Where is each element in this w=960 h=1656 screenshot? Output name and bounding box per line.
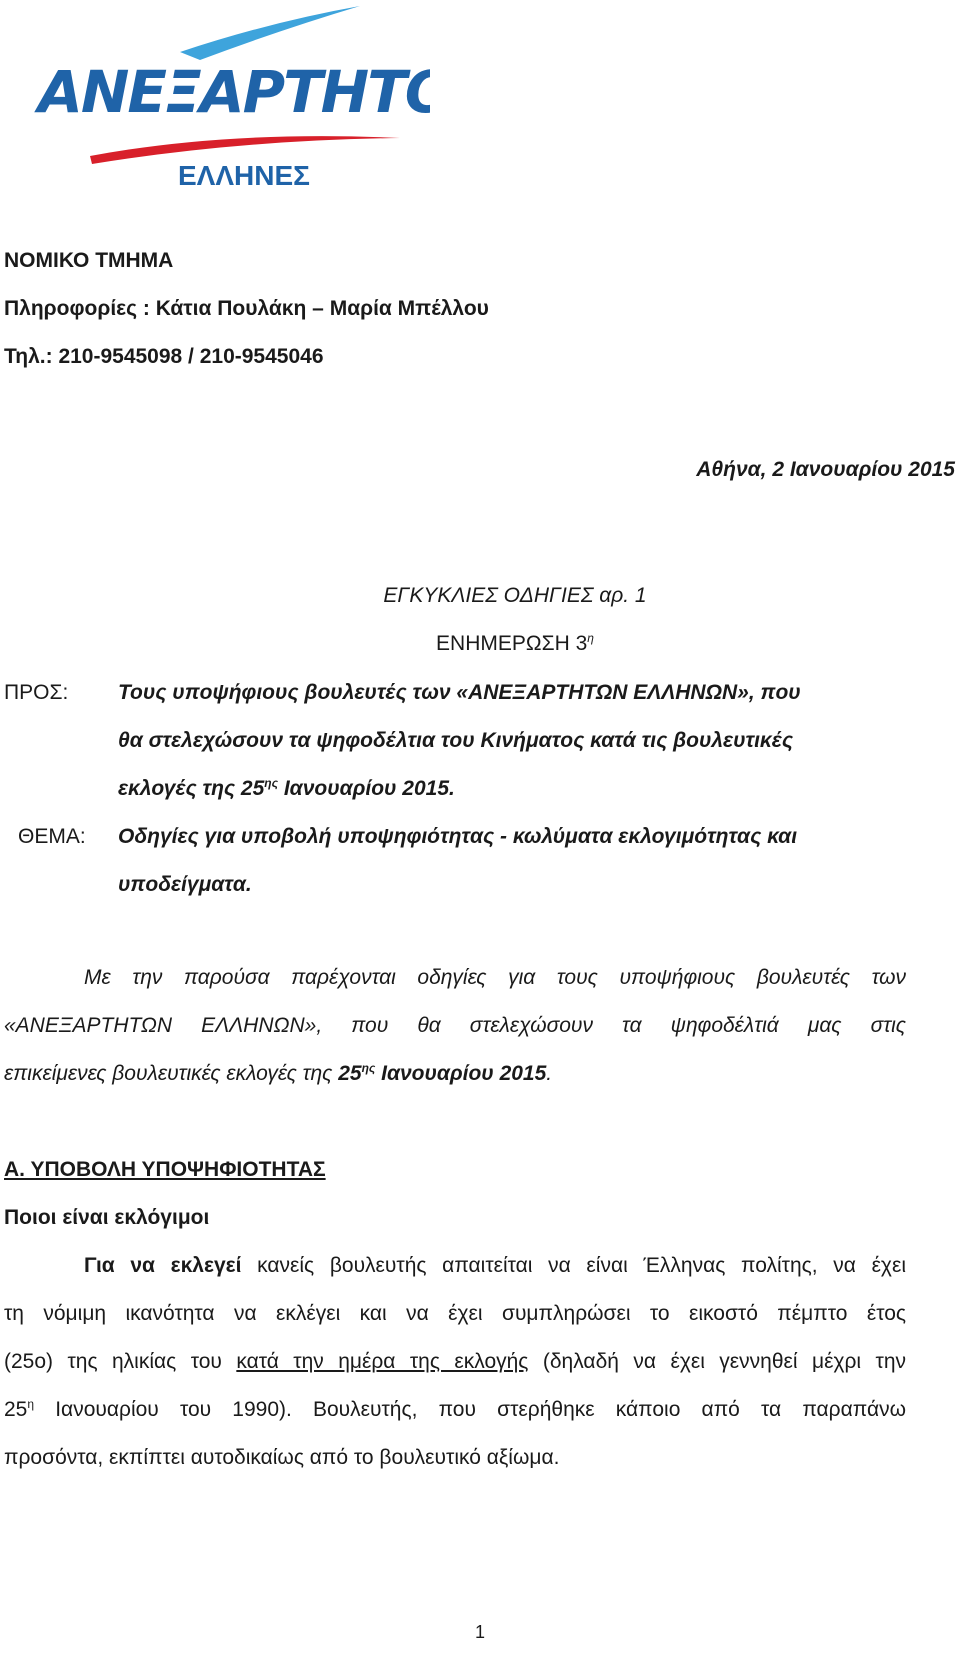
to-label: ΠΡΟΣ:: [4, 681, 69, 704]
section-para-line-4-sup: η: [27, 1397, 35, 1411]
subject-line-2: υποδείγματα.: [118, 873, 252, 896]
party-logo: [30, 0, 430, 205]
to-line-3b: Ιανουαρίου 2015.: [278, 777, 455, 800]
department-name: ΝΟΜΙΚΟ ΤΜΗΜΑ: [4, 249, 174, 272]
intro-line-3d: .: [546, 1062, 553, 1085]
election-day-underlined: κατά την ημέρα της εκλογής: [236, 1350, 529, 1373]
to-line-3a: εκλογές της 25: [118, 777, 265, 800]
update-text: ΕΝΗΜΕΡΩΣΗ 3: [436, 632, 588, 655]
update-sup: η: [587, 631, 594, 645]
section-para-line-3a: (25ο) της ηλικίας του: [4, 1350, 237, 1373]
intro-line-3: [4, 1049, 906, 1099]
section-para-line-4a: 25: [4, 1398, 28, 1421]
to-line-2: θα στελεχώσουν τα ψηφοδέλτια του Κινήματος κατά τις βουλευτικές: [118, 729, 794, 752]
subject-label: ΘΕΜΑ:: [18, 825, 86, 848]
update-number: [0, 632, 960, 656]
section-para-line-1-rest: κανείς βουλευτής απαιτείται να είναι Έλληνας πολίτης, να έχει: [241, 1254, 906, 1277]
intro-line-2: «ΑΝΕΞΑΡΤΗΤΩΝ ΕΛΛΗΝΩΝ», που θα στελεχώσουν τα ψηφοδέλτιά μας στις: [4, 1014, 906, 1037]
section-para-line-2: τη νόμιμη ικανότητα να εκλέγει και να έχει συμπληρώσει το εικοστό πέμπτο έτος: [4, 1302, 906, 1325]
to-line-1: Τους υποψήφιους βουλευτές των «ΑΝΕΞΑΡΤΗΤΩΝ ΕΛΛΗΝΩΝ», που: [118, 681, 801, 704]
section-para-line-1: [84, 1241, 906, 1291]
section-para-line-4: [4, 1385, 906, 1435]
section-para-line-3b: (δηλαδή να έχει γεννηθεί μέχρι την: [528, 1350, 907, 1373]
phone-numbers: Τηλ.: 210-9545098 / 210-9545046: [4, 345, 324, 368]
logo-wordmark: ΑΝΕΞΑΡΤΗΤΟΙ: [38, 58, 430, 126]
section-para-bold: Για να εκλεγεί: [84, 1254, 242, 1277]
page-number: 1: [474, 1622, 485, 1642]
logo-blue-swoosh: [180, 6, 360, 60]
logo-subtitle: ΕΛΛΗΝΕΣ: [178, 160, 310, 191]
intro-line-3a: επικείμενες βουλευτικές εκλογές της: [4, 1062, 339, 1085]
section-para-line-3: [4, 1337, 906, 1387]
circular-title: ΕΓΚΥΚΛΙΕΣ ΟΔΗΓΙΕΣ αρ. 1: [383, 584, 647, 607]
section-para-line-4b: Ιανουαρίου του 1990). Βουλευτής, που στερήθηκε κάποιο από τα παραπάνω: [34, 1398, 906, 1421]
subject-line-1: Οδηγίες για υποβολή υποψηφιότητας - κωλύματα εκλογιμότητας και: [118, 825, 798, 848]
to-line-3: [118, 777, 455, 801]
intro-line-3b: 25: [338, 1062, 362, 1085]
to-line-3-sup: ης: [264, 776, 279, 790]
contact-info: Πληροφορίες : Κάτια Πουλάκη – Μαρία Μπέλλου: [4, 297, 489, 320]
logo-graphic: [30, 0, 430, 205]
document-date: Αθήνα, 2 Ιανουαρίου 2015: [696, 458, 955, 481]
section-para-line-5: προσόντα, εκπίπτει αυτοδικαίως από το βουλευτικό αξίωμα.: [4, 1446, 560, 1469]
intro-line-1: Με την παρούσα παρέχονται οδηγίες για τους υποψήφιους βουλευτές των: [84, 966, 906, 989]
section-subheading: Ποιοι είναι εκλόγιμοι: [4, 1206, 210, 1229]
section-heading: Α. ΥΠΟΒΟΛΗ ΥΠΟΨΗΦΙΟΤΗΤΑΣ: [4, 1158, 326, 1181]
intro-line-3c: Ιανουαρίου 2015: [375, 1062, 547, 1085]
intro-line-3-sup: ης: [361, 1061, 376, 1075]
